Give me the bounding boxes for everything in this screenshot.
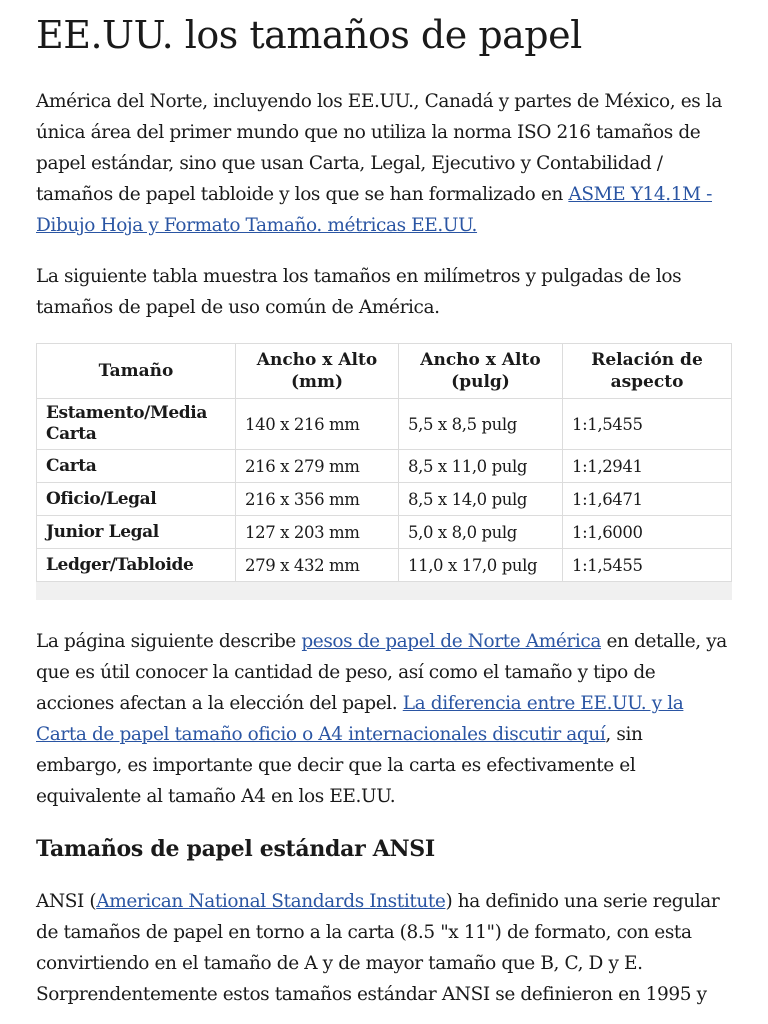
letter-vs-a4-link[interactable]: La diferencia entre EE.UU. y la Carta de papel tamaño oficio o A4 internacionales discutir aquí	[36, 693, 684, 745]
table-header-row	[37, 344, 732, 399]
cell-size: Oficio/Legal	[37, 483, 236, 516]
article	[36, 0, 732, 1010]
header-inches: Ancho x Alto (pulg)	[399, 344, 563, 399]
ansi-paragraph	[36, 886, 732, 1010]
cell-inches: 11,0 x 17,0 pulg	[399, 549, 563, 582]
cell-size: Estamento/Media Carta	[37, 399, 236, 450]
table-row	[37, 450, 732, 483]
cell-ratio: 1:1,6000	[563, 516, 732, 549]
paper-weights-link[interactable]: pesos de papel de Norte América	[301, 631, 601, 652]
cell-size: Junior Legal	[37, 516, 236, 549]
weights-paragraph	[36, 626, 732, 812]
cell-mm: 216 x 356 mm	[236, 483, 399, 516]
table-row	[37, 549, 732, 582]
intro-paragraph	[36, 86, 732, 241]
paper-sizes-table-container[interactable]	[36, 343, 732, 600]
ansi-text-after: ) ha definido una serie regular de tamaños de papel en torno a la carta (8.5 "x 11") de formato, con esta convirtiendo en el tamaño de A y de mayor tamaño que B, C, D y E. Sorprendentemente estos tamaños estándar ANSI se definieron en 1995 y	[36, 891, 720, 1005]
asme-link[interactable]: ASME Y14.1M - Dibujo Hoja y Formato Tamaño. métricas EE.UU.	[36, 184, 713, 236]
table-row	[37, 516, 732, 549]
header-size: Tamaño	[37, 344, 236, 399]
cell-ratio: 1:1,6471	[563, 483, 732, 516]
header-mm: Ancho x Alto (mm)	[236, 344, 399, 399]
paper-sizes-table	[36, 343, 732, 582]
weights-text-middle: en detalle, ya que es útil conocer la cantidad de peso, así como el tamaño y tipo de acciones afectan a la elección del papel.	[36, 631, 727, 714]
cell-inches: 8,5 x 11,0 pulg	[399, 450, 563, 483]
cell-size: Carta	[37, 450, 236, 483]
cell-size: Ledger/Tabloide	[37, 549, 236, 582]
cell-mm: 279 x 432 mm	[236, 549, 399, 582]
ansi-heading: Tamaños de papel estándar ANSI	[36, 836, 435, 862]
table-intro-paragraph: La siguiente tabla muestra los tamaños en milímetros y pulgadas de los tamaños de papel de uso común de América.	[36, 266, 682, 318]
ansi-link[interactable]: American National Standards Institute	[96, 891, 446, 912]
header-aspect-ratio: Relación de aspecto	[563, 344, 732, 399]
cell-inches: 5,0 x 8,0 pulg	[399, 516, 563, 549]
cell-inches: 5,5 x 8,5 pulg	[399, 399, 563, 450]
table-row	[37, 399, 732, 450]
cell-mm: 127 x 203 mm	[236, 516, 399, 549]
weights-text-after: , sin embargo, es importante que decir que la carta es efectivamente el equivalente al tamaño A4 en los EE.UU.	[36, 724, 643, 807]
weights-text-before: La página siguiente describe	[36, 631, 302, 652]
cell-mm: 216 x 279 mm	[236, 450, 399, 483]
cell-ratio: 1:1,2941	[563, 450, 732, 483]
cell-ratio: 1:1,5455	[563, 399, 732, 450]
cell-ratio: 1:1,5455	[563, 549, 732, 582]
page-title: EE.UU. los tamaños de papel	[36, 13, 582, 57]
cell-mm: 140 x 216 mm	[236, 399, 399, 450]
cell-inches: 8,5 x 14,0 pulg	[399, 483, 563, 516]
table-row	[37, 483, 732, 516]
ansi-text-before: ANSI (	[36, 891, 97, 912]
intro-text: América del Norte, incluyendo los EE.UU., Canadá y partes de México, es la única área del primer mundo que no utiliza la norma ISO 216 tamaños de papel estándar, sino que usan Carta, Legal, Ejecutivo y Contabilidad / tamaños de papel tabloide y los que se han formalizado en	[36, 91, 722, 205]
